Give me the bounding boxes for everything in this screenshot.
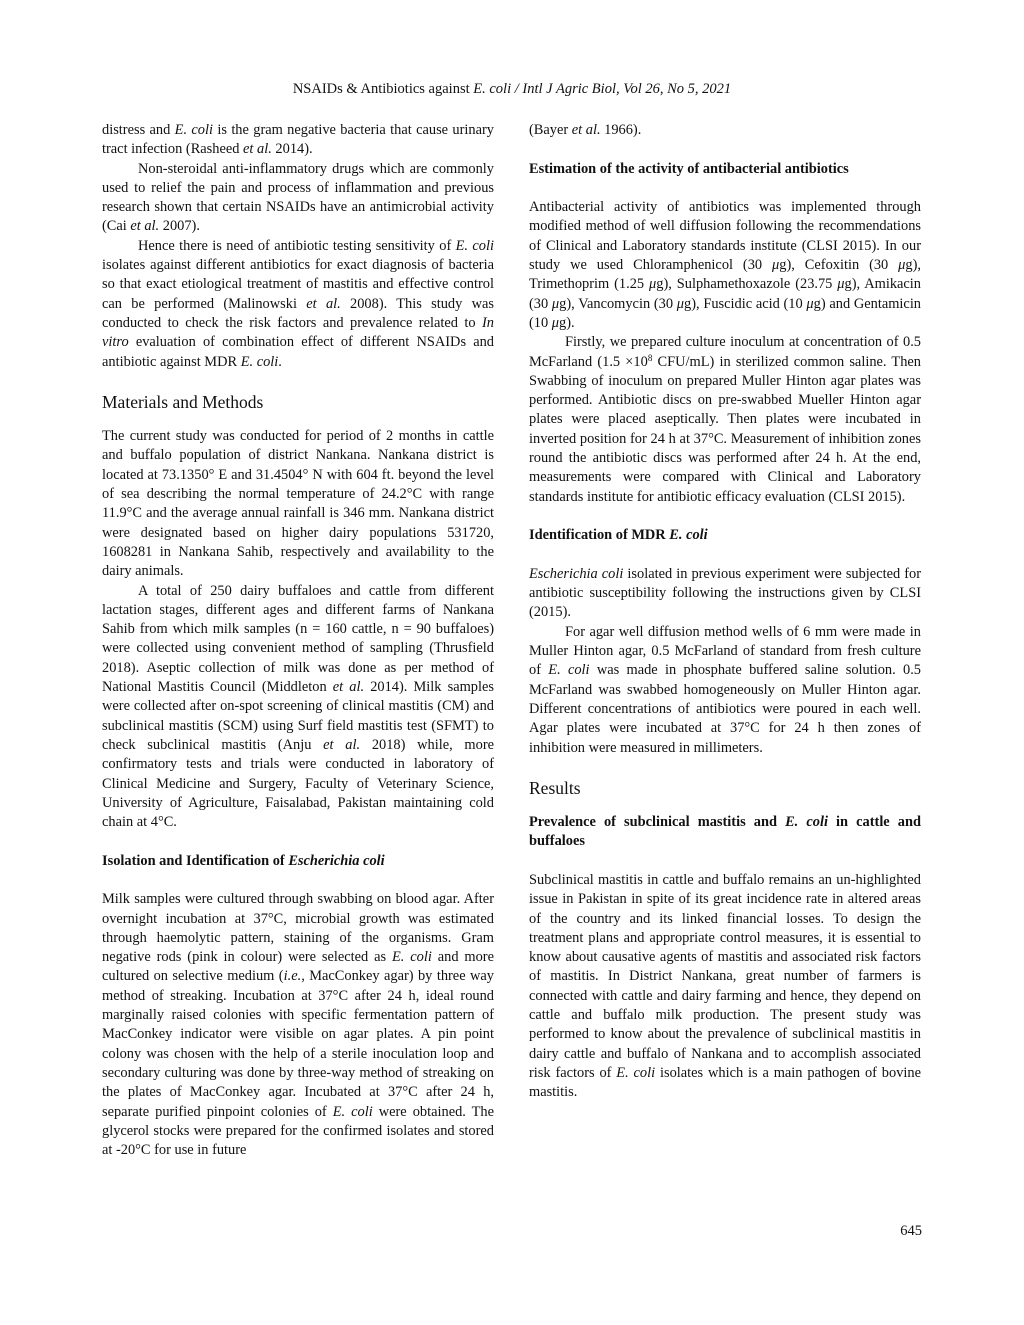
page-number: 645	[900, 1223, 922, 1239]
paragraph: Escherichia coli isolated in previous experiment were subjected for antibiotic susceptibility following the instructions given by CLSI (2015).	[529, 565, 921, 621]
subsection-heading-estimation: Estimation of the activity of antibacterial antibiotics	[529, 160, 849, 177]
section-heading-results: Results	[529, 778, 581, 799]
right-column	[529, 121, 921, 1103]
paragraph: For agar well diffusion method wells of 6 mm were made in Muller Hinton agar, 0.5 McFarland of standard from fresh culture of E. coli was made in phosphate buffered saline solution. 0.5 McFarland was swabbed homogeneously on Muller Hinton agar. Different concentrations of antibiotics were poured in each well. Agar plates were incubated at 37°C for 24 h then zones of inhibition were measured in millimeters.	[529, 623, 921, 756]
header-text: NSAIDs & Antibiotics against	[292, 81, 474, 97]
header-journal: / Intl J Agric Biol, Vol 26, No 5, 2021	[511, 81, 732, 97]
paragraph: Firstly, we prepared culture inoculum at concentration of 0.5 McFarland ($1.5 \times 10^8$ CFU/mL) in sterilized common saline. Then Swabbing of inoculum on prepared Muller Hinton agar plates was performed. Antibiotic discs on pre-swabbed Mueller Hinton agar plates were placed aseptically. Then plates were incubated in inverted position for 24 h at 37°C. Measurement of inhibition zones round the antibiotic discs was performed after 24 h. At the end, measurements were compared with Clinical and Laboratory standards institute for antibiotic efficacy evaluation (CLSI 2015).	[529, 334, 921, 505]
paragraph: Hence there is need of antibiotic testing sensitivity of E. coli isolates against different antibiotics for exact diagnosis of bacteria so that exact etiological treatment of mastitis and effective control can be performed (Malinowski et al. 2008). This study was conducted to check the risk factors and prevalence related to In vitro evaluation of combination effect of different NSAIDs and antibiotic against MDR E. coli.	[102, 237, 495, 370]
left-column	[102, 121, 494, 1160]
paragraph: A total of 250 dairy buffaloes and cattle from different lactation stages, different ages and different farms of Nankana Sahib from which milk samples (n = 160 cattle, n = 90 buffaloes) were collected using convenient method of sampling (Thrusfield 2018). Aseptic collection of milk was done as per method of National Mastitis Council (Middleton et al. 2014). Milk samples were collected after on-spot screening of clinical mastitis (CM) and subclinical mastitis (SCM) using Surf field mastitis test (SFMT) to check subclinical mastitis (Anju et al. 2018) while, more confirmatory tests and trials were conducted in laboratory of Clinical Medicine and Surgery, Faculty of Veterinary Science, University of Agriculture, Faisalabad, Pakistan maintaining cold chain at 4°C.	[102, 582, 494, 831]
paragraph: Non-steroidal anti-inflammatory drugs which are commonly used to relief the pain and process of inflammation and previous research shown that certain NSAIDs have an antimicrobial activity (Cai et al. 2007).	[102, 160, 494, 235]
section-heading-methods: Materials and Methods	[102, 392, 264, 413]
header-organism: E. coli	[473, 81, 512, 97]
subsection-heading-isolation: Isolation and Identification of Escherichia coli	[102, 852, 385, 869]
subsection-heading-identification: Identification of MDR E. coli	[529, 527, 708, 544]
paragraph: The current study was conducted for period of 2 months in cattle and buffalo population of district Nankana. Nankana district is located at 73.1350° E and 31.4504° N with 604 ft. beyond the level of sea describing the normal temperature of 24.2°C with range 11.9°C and the average annual rainfall is 346 mm. Nankana district were designated based on higher dairy populations 531720, 1608281 in Nankana Sahib, respectively and availability to the dairy animals.	[102, 428, 494, 580]
paragraph: Milk samples were cultured through swabbing on blood agar. After overnight incubation at 37°C, microbial growth was estimated through haemolytic pattern, staining of the organisms. Gram negative rods (pink in colour) were selected as E. coli and more cultured on selective medium (i.e., MacConkey agar) by three way method of streaking. Incubation at 37°C after 24 h, ideal round marginally raised colonies with specific fermentation pattern of MacConkey indicator were visible on agar plates. A pin point colony was chosen with the help of a sterile inoculation loop and secondary culturing was done by three-way method of streaking on the plates of MacConkey agar. Incubated at 37°C after 24 h, separate purified pinpoint colonies of E. coli were obtained. The glycerol stocks were prepared for the confirmed isolates and stored at -20°C for use in future	[102, 891, 495, 1159]
paragraph: distress and E. coli is the gram negative bacteria that cause urinary tract infection (Rasheed et al. 2014).	[102, 122, 494, 158]
running-header	[0, 80, 1024, 98]
subsection-heading-prevalence: Prevalence of subclinical mastitis and E. coli in cattle and buffaloes	[529, 814, 921, 850]
paragraph: (Bayer et al. 1966).	[529, 122, 642, 138]
paragraph: Subclinical mastitis in cattle and buffalo remains an un-highlighted issue in Pakistan in spite of its great incidence rate in altered areas of the country and its linked financial losses. To design the treatment plans and appropriate control measures, it is essential to know about causative agents of mastitis and associated risk factors of mastitis. In District Nankana, great number of farmers is connected with cattle and dairy farming and hence, they depend on cattle and buffalo milk production. The present study was performed to know about the prevalence of subclinical mastitis in dairy cattle and buffalo of Nankana and to accomplish associated risk factors of E. coli isolates which is a main pathogen of bovine mastitis.	[529, 871, 921, 1101]
paragraph: Antibacterial activity of antibiotics was implemented through modified method of well diffusion following the recommendations of Clinical and Laboratory standards institute (CLSI 2015). In our study we used Chloramphenicol (30 μg), Cefoxitin (30 μg), Trimethoprim (1.25 μg), Sulphamethoxazole (23.75 μg), Amikacin (30 μg), Vancomycin (30 μg), Fuscidic acid (10 μg) and Gentamicin (10 μg).	[529, 199, 922, 331]
